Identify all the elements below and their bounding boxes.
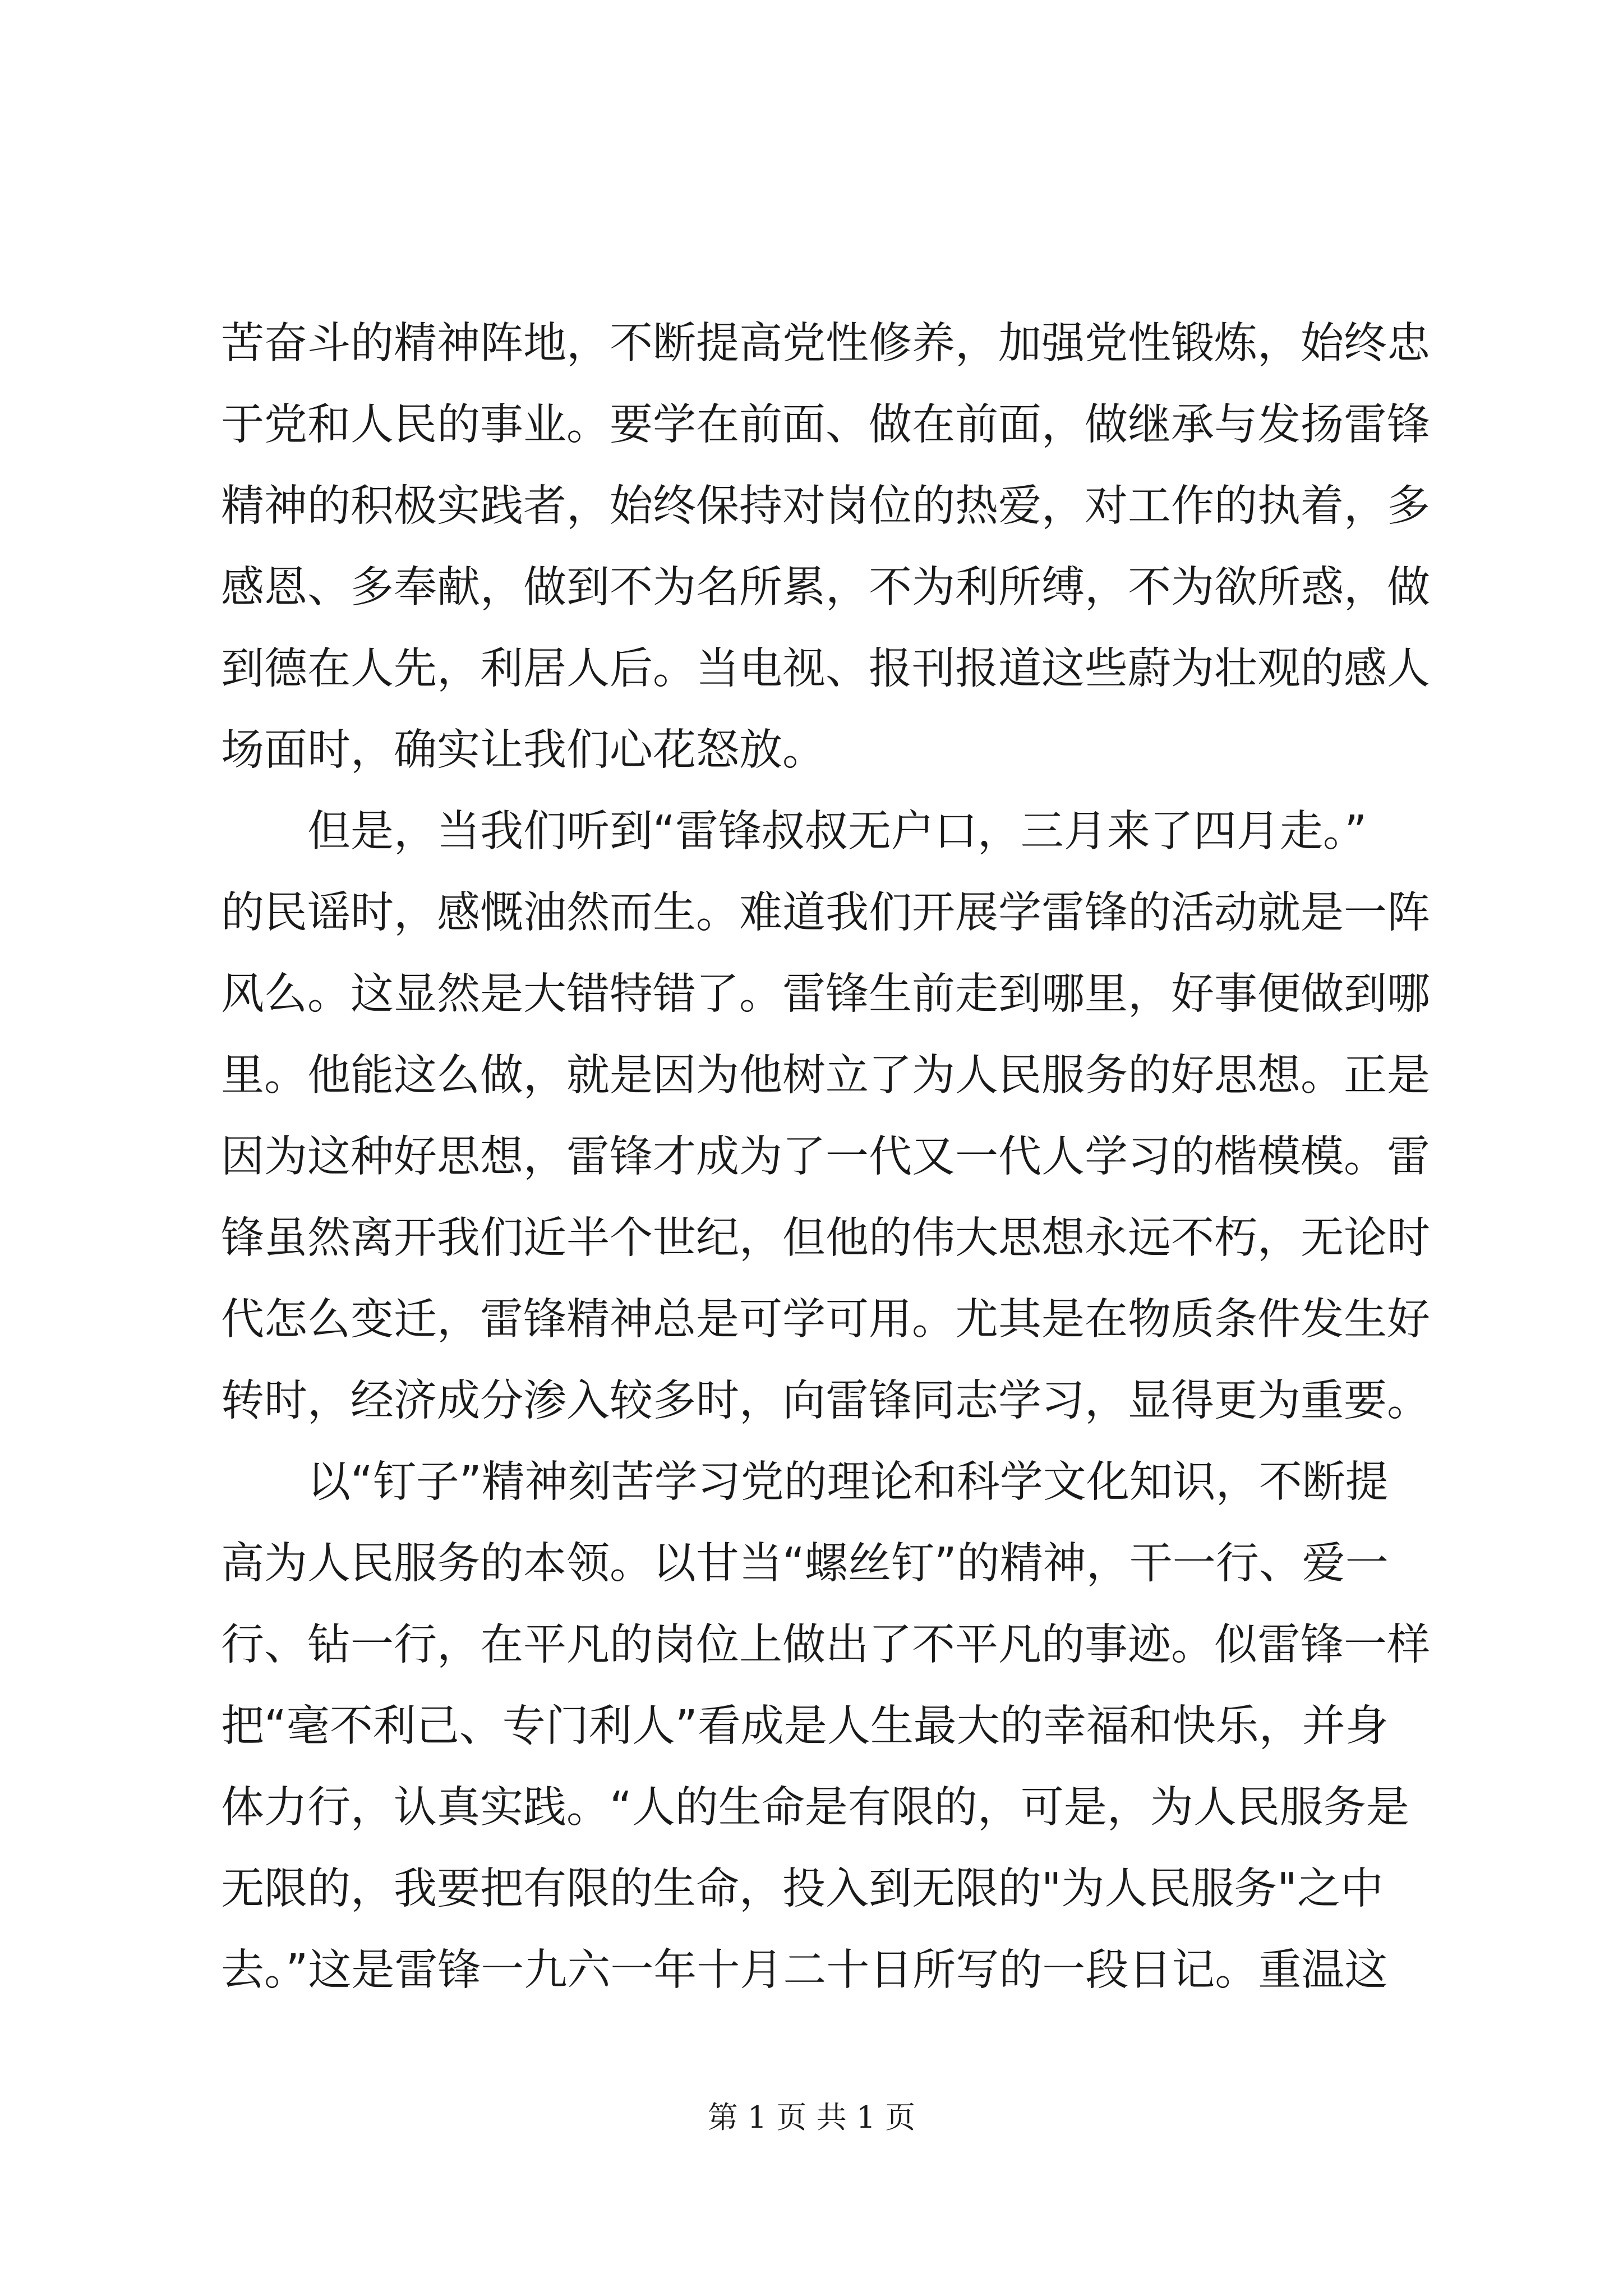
text-line: 场面时，确实让我们心花怒放。 <box>221 725 826 775</box>
body-text <box>221 303 1430 2011</box>
paragraph-first-line: 以“钉子”精神刻苦学习党的理论和科学文化知识，不断提 <box>307 1457 1389 1507</box>
text-line: 代怎么变迁，雷锋精神总是可学可用。尤其是在物质条件发生好 <box>221 1295 1430 1345</box>
text-line: 体力行，认真实践。“人的生命是有限的，可是，为人民服务是 <box>221 1783 1409 1833</box>
paragraph-first-line: 但是，当我们听到“雷锋叔叔无户口，三月来了四月走。” <box>307 807 1367 857</box>
text-line: 锋虽然离开我们近半个世纪，但他的伟大思想永远不朽，无论时 <box>221 1213 1430 1263</box>
text-line: 把“毫不利己、专门利人”看成是人生最大的幸福和快乐，并身 <box>221 1701 1389 1751</box>
page-footer: 第 1 页 共 1 页 <box>707 2100 916 2135</box>
text-line: 于党和人民的事业。要学在前面、做在前面，做继承与发扬雷锋 <box>221 400 1430 450</box>
text-line: 感恩、多奉献，做到不为名所累，不为利所缚，不为欲所惑，做 <box>221 563 1430 613</box>
text-line: 行、钻一行，在平凡的岗位上做出了不平凡的事迹。似雷锋一样 <box>221 1620 1430 1670</box>
text-line: 去。”这是雷锋一九六一年十月二十日所写的一段日记。重温这 <box>221 1945 1388 1995</box>
text-line: 苦奋斗的精神阵地，不断提高党性修养，加强党性锻炼，始终忠 <box>221 319 1430 369</box>
text-line: 到德在人先，利居人后。当电视、报刊报道这些蔚为壮观的感人 <box>221 644 1430 694</box>
text-line: 风么。这显然是大错特错了。雷锋生前走到哪里，好事便做到哪 <box>221 969 1430 1019</box>
text-line: 高为人民服务的本领。以甘当“螺丝钉”的精神，干一行、爱一 <box>221 1539 1389 1589</box>
text-line: 精神的积极实践者，始终保持对岗位的热爱，对工作的执着，多 <box>221 481 1430 531</box>
text-line: 无限的，我要把有限的生命，投入到无限的"为人民服务"之中 <box>221 1864 1384 1914</box>
text-line: 因为这种好思想，雷锋才成为了一代又一代人学习的楷模模。雷 <box>221 1132 1430 1182</box>
text-line: 里。他能这么做，就是因为他树立了为人民服务的好思想。正是 <box>221 1051 1430 1101</box>
text-line: 转时，经济成分渗入较多时，向雷锋同志学习，显得更为重要。 <box>221 1376 1430 1426</box>
text-line: 的民谣时，感慨油然而生。难道我们开展学雷锋的活动就是一阵 <box>221 888 1430 938</box>
